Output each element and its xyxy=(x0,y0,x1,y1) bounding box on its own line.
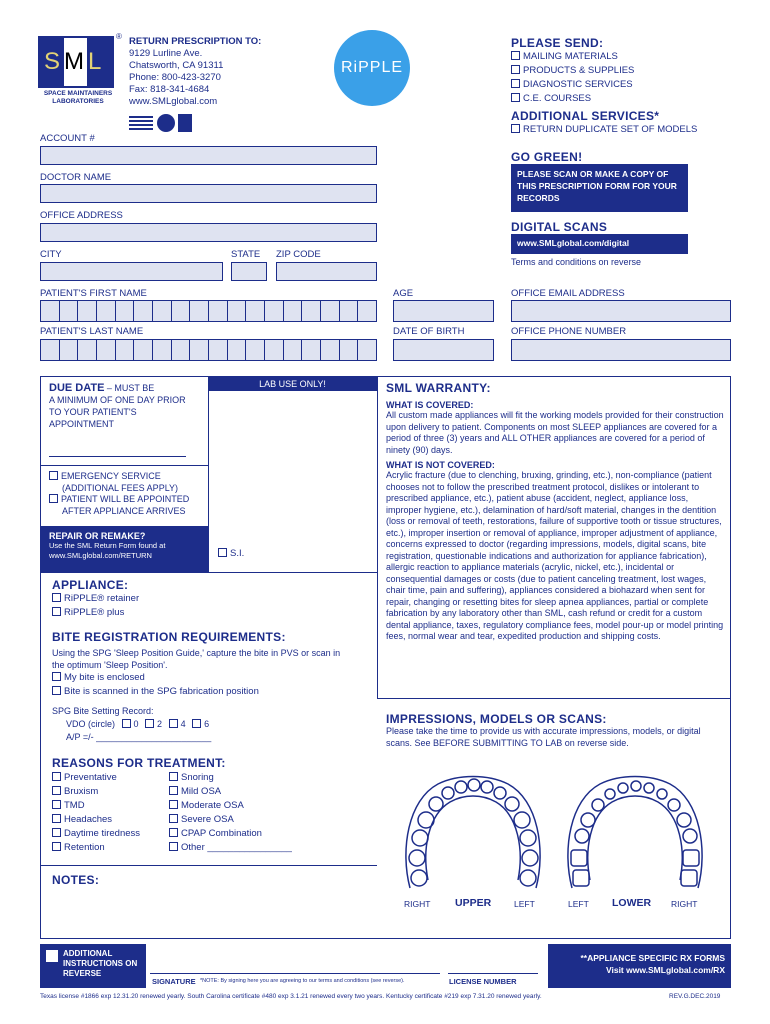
go-green-title: GO GREEN! xyxy=(511,150,583,164)
rx-forms-text: **APPLIANCE SPECIFIC RX FORMS xyxy=(580,953,725,963)
go-green-box: PLEASE SCAN OR MAKE A COPY OF THIS PRESCRIPTION FORM FOR YOUR RECORDS xyxy=(511,164,688,212)
upper-label: UPPER xyxy=(455,897,492,909)
column-divider xyxy=(377,376,378,698)
phone-field[interactable] xyxy=(511,339,731,361)
not-covered-text: Acrylic fracture (due to clenching, bruxing, grinding, etc.), non-compliance (patient chooses not to follow the prescribed treatment protocol, dislikes or intolerant to prescribed appliance, etc.), patient abuse (accident, neglect, appliance loss, improper hygiene, etc.), delamination of hard/soft material, changes in the dentition (loss or removal of teeth, restorations, failure of supportive tooth or tissue structures, etc.), improper insertion or removal of appliance, improper adjustment of appliance, concerns expressed to doctor (regarding impressions, models, digital scans, bite registration, questionable indications and authorization for appliance fabrication), allergic reaction to appliance materials (acrylic, nickel, etc.), incidental or consequential damages or costs (due to patient canceling treatment, lost wages, chair time, pain and suffering), appliances considered a biohazard when sent for repair, changing or resetting bites for sleep apnea appliances, partial or complete fabrication by any laboratory other than SML, cash refund or credit for a custom dental appliance, taxes, regulatory compliance fees, model pour-up or model printing fees, normal wear and tear, expedited production and shipping costs. xyxy=(386,470,724,641)
covered-title: WHAT IS COVERED: xyxy=(386,400,474,410)
return-line: Chatsworth, CA 91311 xyxy=(129,60,224,71)
return-title: RETURN PRESCRIPTION TO: xyxy=(129,36,262,47)
lab-use-header: LAB USE ONLY! xyxy=(208,376,377,391)
headaches-checkbox[interactable]: Headaches xyxy=(52,813,140,827)
upper-right-label: RIGHT xyxy=(404,899,431,909)
impressions-divider xyxy=(377,698,731,699)
repair-box xyxy=(40,527,209,572)
vdo-6-checkbox[interactable]: 6 xyxy=(188,719,209,729)
sml-logo-text: SML xyxy=(44,48,106,75)
certification-seal-icon xyxy=(157,114,175,132)
digital-scans-link[interactable]: www.SMLglobal.com/digital xyxy=(511,234,688,254)
vdo-0-checkbox[interactable]: 0 xyxy=(118,719,139,729)
covered-text: All custom made appliances will fit the working models provided for their construction upon delivery to patient. Components on most SLEEP appliances are covered for a period of three (3) years and ALL OTHER appliances are covered for a period of ninety (90) days. xyxy=(386,410,724,455)
city-field[interactable] xyxy=(40,262,223,281)
not-covered-title: WHAT IS NOT COVERED: xyxy=(386,460,495,470)
ap-field[interactable]: A/P =/- _______________________ xyxy=(66,732,212,742)
bite-scanned-checkbox[interactable]: Bite is scanned in the SPG fabrication position xyxy=(52,685,352,699)
signature-label: SIGNATURE xyxy=(152,977,196,986)
other-checkbox[interactable]: Other ________________ xyxy=(169,841,292,855)
lab-divider xyxy=(40,572,377,573)
account-field[interactable] xyxy=(40,146,377,165)
bite-section xyxy=(52,630,352,744)
notes-title: NOTES: xyxy=(52,873,100,887)
moderate-osa-checkbox[interactable]: Moderate OSA xyxy=(169,799,292,813)
preventative-checkbox[interactable]: Preventative xyxy=(52,771,140,785)
lower-teeth-chart[interactable] xyxy=(560,770,710,895)
phone-label: OFFICE PHONE NUMBER xyxy=(511,326,627,337)
reasons-title: REASONS FOR TREATMENT: xyxy=(52,756,226,770)
notes-divider xyxy=(40,865,377,866)
impressions-title: IMPRESSIONS, MODELS OR SCANS: xyxy=(386,712,607,726)
email-label: OFFICE EMAIL ADDRESS xyxy=(511,288,625,299)
tmd-checkbox[interactable]: TMD xyxy=(52,799,140,813)
repair-title: REPAIR OR REMAKE? xyxy=(49,531,146,541)
additional-services-section xyxy=(511,109,697,137)
reasons-col2 xyxy=(169,771,292,855)
severe-osa-checkbox[interactable]: Severe OSA xyxy=(169,813,292,827)
return-line: 9129 Lurline Ave. xyxy=(129,48,203,59)
additional-instructions-text: ADDITIONAL INSTRUCTIONS ON REVERSE xyxy=(63,949,138,978)
vdo-2-checkbox[interactable]: 2 xyxy=(141,719,162,729)
dob-label: DATE OF BIRTH xyxy=(393,326,465,337)
signature-note: *NOTE: By signing here you are agreeing to our terms and conditions (see reverse). xyxy=(200,978,405,984)
zip-field[interactable] xyxy=(276,262,377,281)
upper-teeth-chart[interactable] xyxy=(398,770,548,895)
age-label: AGE xyxy=(393,288,414,299)
return-line[interactable]: www.SMLglobal.com xyxy=(129,96,218,107)
due-date-line[interactable] xyxy=(49,456,186,457)
digital-scans-title: DIGITAL SCANS xyxy=(511,220,608,234)
return-line: Phone: 800-423-3270 xyxy=(129,72,221,83)
additional-instructions-box xyxy=(40,944,146,988)
mailing-materials-checkbox[interactable]: MAILING MATERIALS xyxy=(511,50,634,64)
dob-field[interactable] xyxy=(393,339,494,361)
office-address-label: OFFICE ADDRESS xyxy=(40,210,123,221)
account-label: ACCOUNT # xyxy=(40,133,95,144)
registered-mark: ® xyxy=(116,32,122,41)
ripple-logo: RiPPLE xyxy=(334,30,410,106)
repair-text: Use the SML Return Form found at www.SMLglobal.com/RETURN xyxy=(49,541,166,560)
reasons-col1 xyxy=(52,771,140,855)
impressions-section xyxy=(386,712,724,749)
mild-osa-checkbox[interactable]: Mild OSA xyxy=(169,785,292,799)
zip-label: ZIP CODE xyxy=(276,249,321,260)
retention-checkbox[interactable]: Retention xyxy=(52,841,140,855)
age-field[interactable] xyxy=(393,300,494,322)
daytime-tiredness-checkbox[interactable]: Daytime tiredness xyxy=(52,827,140,841)
return-address xyxy=(129,36,261,108)
revision-text: REV.G.DEC.2019 xyxy=(669,993,721,1000)
emergency-fees-note: (ADDITIONAL FEES APPLY) xyxy=(62,482,179,493)
cpap-combination-checkbox[interactable]: CPAP Combination xyxy=(169,827,292,841)
bite-enclosed-checkbox[interactable]: My bite is enclosed xyxy=(52,671,352,685)
diagnostic-services-checkbox[interactable]: DIAGNOSTIC SERVICES xyxy=(511,78,634,92)
return-line: Fax: 818-341-4684 xyxy=(129,84,210,95)
warranty-title: SML WARRANTY: xyxy=(386,381,491,395)
lower-label: LOWER xyxy=(612,897,652,909)
vdo-4-checkbox[interactable]: 4 xyxy=(165,719,186,729)
last-name-field[interactable] xyxy=(40,339,377,361)
bite-title: BITE REGISTRATION REQUIREMENTS: xyxy=(52,630,286,644)
notes-area[interactable] xyxy=(52,888,370,934)
ripple-plus-checkbox[interactable]: RiPPLE® plus xyxy=(52,606,139,620)
legal-text: Texas license #1866 exp 12.31.20 renewed yearly. South Carolina certificate #480 exp 3.1.21 renewed every two years. Kentucky certificate #219 exp 7.31.20 renewed yearly. xyxy=(40,993,542,1000)
appliance-title: APPLIANCE: xyxy=(52,578,129,592)
due-date-dash: – MUST BE xyxy=(104,383,155,393)
bite-record-label: SPG Bite Setting Record: xyxy=(52,706,154,716)
state-field[interactable] xyxy=(231,262,267,281)
additional-instructions-checkbox[interactable] xyxy=(46,950,58,962)
snoring-checkbox[interactable]: Snoring xyxy=(169,771,292,785)
usa-flag-icon xyxy=(129,116,153,132)
city-label: CITY xyxy=(40,249,62,260)
accreditation-icon xyxy=(178,114,192,132)
return-duplicate-checkbox[interactable]: RETURN DUPLICATE SET OF MODELS xyxy=(511,123,697,137)
ripple-retainer-checkbox[interactable]: RiPPLE® retainer xyxy=(52,592,139,606)
last-name-label: PATIENT'S LAST NAME xyxy=(40,326,144,337)
first-name-field[interactable] xyxy=(40,300,377,322)
si-checkbox[interactable]: S.I. xyxy=(218,548,244,559)
terms-note: Terms and conditions on reverse xyxy=(511,257,642,267)
emergency-section xyxy=(49,471,189,517)
bruxism-checkbox[interactable]: Bruxism xyxy=(52,785,140,799)
email-field[interactable] xyxy=(511,300,731,322)
please-send-title: PLEASE SEND: xyxy=(511,36,604,50)
lower-right-label: RIGHT xyxy=(671,899,698,909)
emergency-service-checkbox[interactable]: EMERGENCY SERVICE xyxy=(49,471,189,483)
additional-services-title: ADDITIONAL SERVICES* xyxy=(511,109,660,123)
warranty-section xyxy=(386,381,724,643)
bite-text: Using the SPG 'Sleep Position Guide,' capture the bite in PVS or scan in the optimum 'Sleep Position'. xyxy=(52,648,341,670)
patient-appointed-note: AFTER APPLIANCE ARRIVES xyxy=(62,505,186,516)
sml-logo-subtitle: SPACE MAINTAINERS LABORATORIES xyxy=(43,90,113,105)
sml-logo xyxy=(38,36,114,88)
due-date-title: DUE DATE xyxy=(49,382,105,394)
doctor-label: DOCTOR NAME xyxy=(40,172,112,183)
office-address-field[interactable] xyxy=(40,223,377,242)
license-label: LICENSE NUMBER xyxy=(449,977,517,986)
signature-line[interactable] xyxy=(150,973,440,974)
state-label: STATE xyxy=(231,249,261,260)
please-send-section xyxy=(511,36,634,106)
ce-courses-checkbox[interactable]: C.E. COURSES xyxy=(511,92,634,106)
doctor-field[interactable] xyxy=(40,184,377,203)
due-date-text: A MINIMUM OF ONE DAY PRIOR TO YOUR PATIENT'S APPOINTMENT xyxy=(49,395,186,429)
upper-left-label: LEFT xyxy=(514,899,535,909)
due-date-section xyxy=(49,382,199,430)
license-line[interactable] xyxy=(448,973,538,974)
rx-forms-link[interactable]: Visit www.SMLglobal.com/RX xyxy=(605,965,725,975)
lower-left-label: LEFT xyxy=(568,899,589,909)
first-name-label: PATIENT'S FIRST NAME xyxy=(40,288,147,299)
vdo-options: VDO (circle) 0 2 4 6 xyxy=(66,719,210,729)
appliance-section xyxy=(52,578,139,620)
patient-appointed-checkbox[interactable]: PATIENT WILL BE APPOINTED xyxy=(49,494,189,506)
products-supplies-checkbox[interactable]: PRODUCTS & SUPPLIES xyxy=(511,64,634,78)
impressions-text: Please take the time to provide us with accurate impressions, models, or digital scans. See BEFORE SUBMITTING TO LAB on reverse side. xyxy=(386,726,701,748)
rx-forms-box xyxy=(548,944,731,988)
